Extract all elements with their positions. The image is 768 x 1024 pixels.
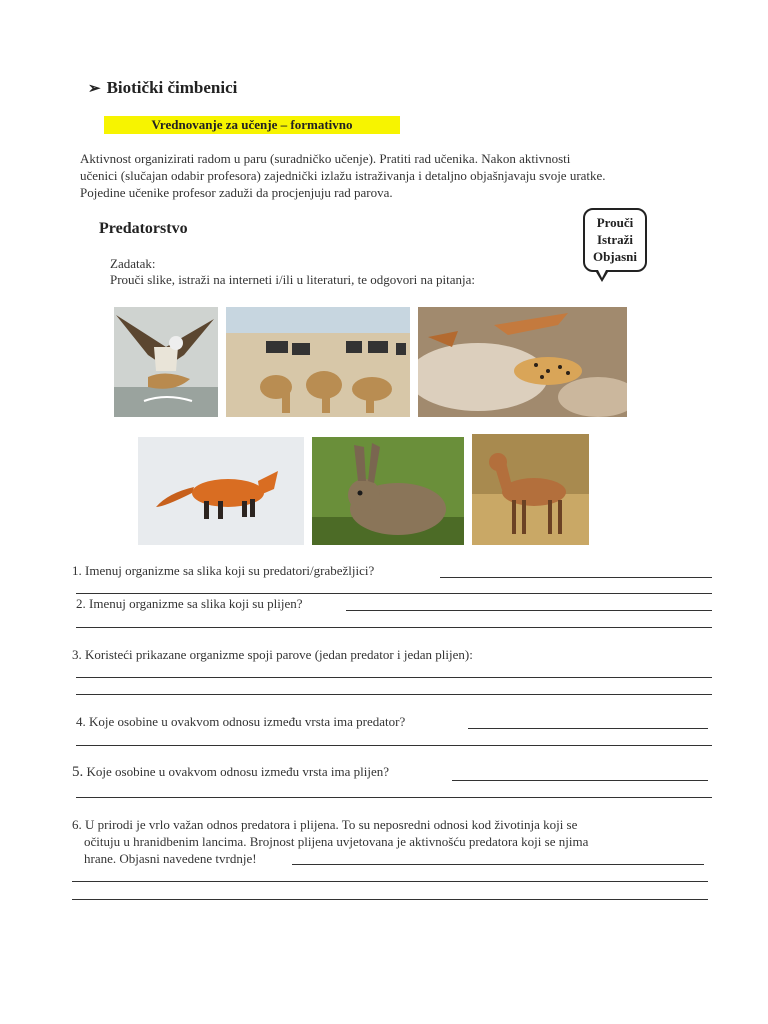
answer-line[interactable] (72, 881, 708, 882)
question-1 (72, 563, 374, 579)
question-6-line: očituju u hranidbenim lancima. Brojnost plijena uvjetovana je aktivnošću predatora koji se njima (84, 834, 589, 849)
answer-line[interactable] (76, 677, 712, 678)
page-heading (88, 78, 237, 98)
answer-line[interactable] (76, 627, 712, 628)
question-5-number: 5. (72, 764, 84, 780)
question-5 (72, 764, 389, 781)
red-fox-photo (138, 437, 304, 545)
answer-line[interactable] (452, 780, 708, 781)
task-label: Zadatak: (110, 256, 156, 271)
bubble-line: Objasni (592, 249, 638, 264)
heading-title: Biotički čimbenici (106, 78, 238, 97)
answer-line[interactable] (76, 593, 712, 594)
bubble-line: Prouči (596, 215, 634, 230)
question-1-text: 1. Imenuj organizme sa slika koji su predatori/grabežljici? (72, 563, 375, 578)
intro-paragraph (80, 150, 710, 201)
intro-line: Aktivnost organizirati radom u paru (suradničko učenje). Pratiti rad učenika. Nakon aktivnosti (80, 151, 571, 166)
question-6 (72, 816, 712, 867)
antelope-photo (472, 434, 589, 545)
task-text: Prouči slike, istraži na interneti i/ili u literaturi, te odgovori na pitanja: (110, 272, 475, 287)
hare-photo (312, 437, 464, 545)
question-6-line: 6. U prirodi je vrlo važan odnos predatora i plijena. To su neposredni odnosi kod životinja koji se (72, 817, 578, 832)
assessment-banner: Vrednovanje za učenje – formativno (104, 116, 400, 134)
question-6-line: hrane. Objasni navedene tvrdnje! (84, 851, 257, 866)
answer-line[interactable] (440, 577, 712, 578)
answer-line[interactable] (76, 694, 712, 695)
lions-zebras-photo (226, 307, 410, 417)
question-2-text: 2. Imenuj organizme sa slika koji su plijen? (76, 596, 303, 611)
osprey-fish-photo (114, 307, 218, 417)
question-2 (76, 596, 303, 612)
section-title: Predatorstvo (99, 220, 188, 237)
task-block (110, 256, 475, 288)
answer-line[interactable] (76, 797, 712, 798)
bubble-line: Istraži (596, 232, 634, 247)
study-bubble (583, 208, 647, 272)
intro-line: Pojedine učenike profesor zaduži da procjenjuju rad parova. (80, 185, 393, 200)
arrow-bullet-icon: ➢ (88, 81, 101, 97)
question-4: 4. Koje osobine u ovakvom odnosu između vrsta ima predator? (76, 714, 406, 729)
bubble-tail-inner (598, 270, 606, 278)
answer-line[interactable] (292, 864, 704, 865)
intro-line: učenici (slučajan odabir profesora) zajednički izlažu istraživanja i detaljno objašnjavaju svoje uratke. (80, 168, 606, 183)
answer-line[interactable] (468, 728, 708, 729)
answer-line[interactable] (346, 610, 712, 611)
cheetah-gazelle-photo (418, 307, 627, 417)
answer-line[interactable] (76, 745, 712, 746)
question-5-text: Koje osobine u ovakvom odnosu između vrsta ima plijen? (86, 764, 390, 779)
question-3: 3. Koristeći prikazane organizme spoji parove (jedan predator i jedan plijen): (72, 647, 473, 662)
answer-line[interactable] (72, 899, 708, 900)
